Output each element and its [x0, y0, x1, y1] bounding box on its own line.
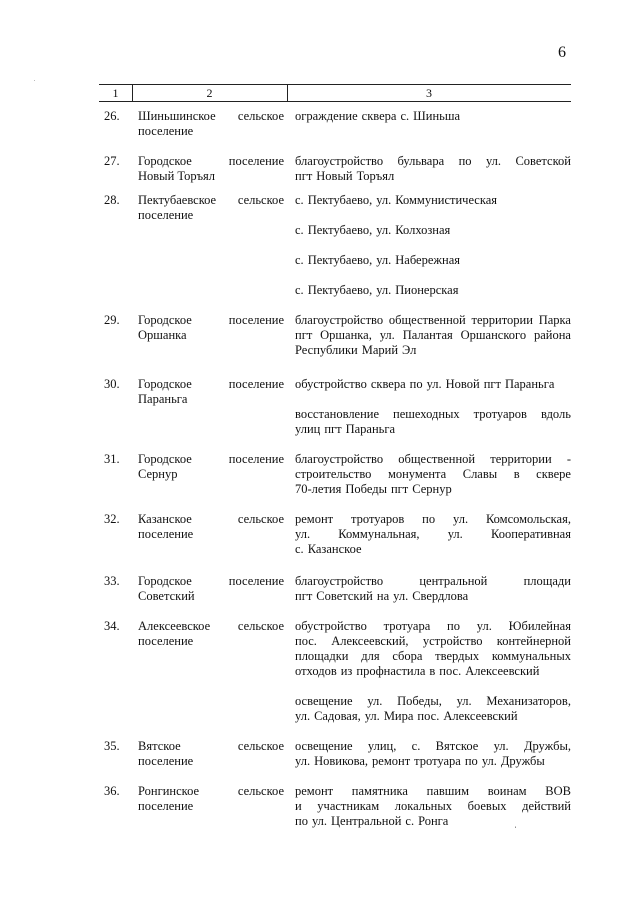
settlement-name: Городское поселение Оршанка — [138, 313, 284, 342]
settlement-name: Городское поселение Параньга — [138, 377, 284, 406]
settlement-name: Пектубаевское сельское поселение — [138, 193, 284, 222]
project-description — [295, 739, 571, 769]
project-item: восстановление пешеходных тротуаров вдоль улиц пгт Параньга — [295, 407, 571, 436]
project-description — [295, 154, 571, 184]
project-item: благоустройство общественной территории Парка пгт Оршанка, ул. Палантая Оршанского района Республики Марий Эл — [295, 313, 571, 357]
row-number: 34. — [104, 619, 120, 633]
project-item: благоустройство бульвара по ул. Советской пгт Новый Торъял — [295, 154, 571, 183]
project-item: обустройство сквера по ул. Новой пгт Параньга — [295, 377, 555, 391]
row-number: 35. — [104, 739, 120, 753]
project-item: с. Пектубаево, ул. Колхозная — [295, 223, 451, 237]
project-item: обустройство тротуара по ул. Юбилейная пос. Алексеевский, устройство контейнерной площадки для сбора твердых коммунальных отходов из профнастила в пос. Алексеевский — [295, 619, 571, 678]
project-description — [295, 377, 571, 437]
project-description — [295, 452, 571, 497]
row-number: 31. — [104, 452, 120, 466]
project-item: благоустройство центральной площади пгт Советский на ул. Свердлова — [295, 574, 571, 603]
project-description — [295, 313, 571, 358]
project-item: ремонт памятника павшим воинам ВОВ и участникам локальных боевых действий по ул. Центральной с. Ронга — [295, 784, 571, 828]
page-number: 6 — [558, 44, 566, 61]
settlement-name: Вятское сельское поселение — [138, 739, 284, 768]
scan-mark — [34, 80, 35, 81]
row-number: 36. — [104, 784, 120, 798]
project-description — [295, 574, 571, 604]
project-item: освещение ул. Победы, ул. Механизаторов, ул. Садовая, ул. Мира пос. Алексеевский — [295, 694, 571, 723]
project-item: с. Пектубаево, ул. Пионерская — [295, 283, 459, 297]
settlement-name: Ронгинское сельское поселение — [138, 784, 284, 813]
project-item: освещение улиц, с. Вятское ул. Дружбы, ул. Новикова, ремонт тротуара по ул. Дружбы — [295, 739, 571, 768]
table-header — [99, 84, 571, 102]
project-description — [295, 193, 571, 298]
project-item: с. Пектубаево, ул. Коммунистическая — [295, 193, 498, 207]
project-description — [295, 619, 571, 724]
settlement-name: Городское поселение Новый Торъял — [138, 154, 284, 183]
project-item: ограждение сквера с. Шиньша — [295, 109, 461, 123]
column-header-3: 3 — [426, 86, 432, 100]
settlement-name: Алексеевское сельское поселение — [138, 619, 284, 648]
row-number: 33. — [104, 574, 120, 588]
project-description — [295, 109, 571, 124]
settlement-name: Шиньшинское сельское поселение — [138, 109, 284, 138]
project-item: ремонт тротуаров по ул. Комсомольская, ул. Коммунальная, ул. Кооперативная с. Казанское — [295, 512, 571, 556]
project-description — [295, 512, 571, 557]
settlement-name: Городское поселение Советский — [138, 574, 284, 603]
settlement-name: Казанское сельское поселение — [138, 512, 284, 541]
row-number: 30. — [104, 377, 120, 391]
project-item: благоустройство общественной территории - строительство монумента Славы в сквере 70-летия Победы пгт Сернур — [295, 452, 571, 496]
row-number: 27. — [104, 154, 120, 168]
project-item: с. Пектубаево, ул. Набережная — [295, 253, 461, 267]
scan-tick: ˌ — [514, 818, 517, 828]
column-header-2: 2 — [132, 85, 288, 101]
row-number: 29. — [104, 313, 120, 327]
row-number: 26. — [104, 109, 120, 123]
row-number: 32. — [104, 512, 120, 526]
project-description — [295, 784, 571, 829]
column-header-1: 1 — [99, 85, 133, 101]
settlement-name: Городское поселение Сернур — [138, 452, 284, 481]
row-number: 28. — [104, 193, 120, 207]
